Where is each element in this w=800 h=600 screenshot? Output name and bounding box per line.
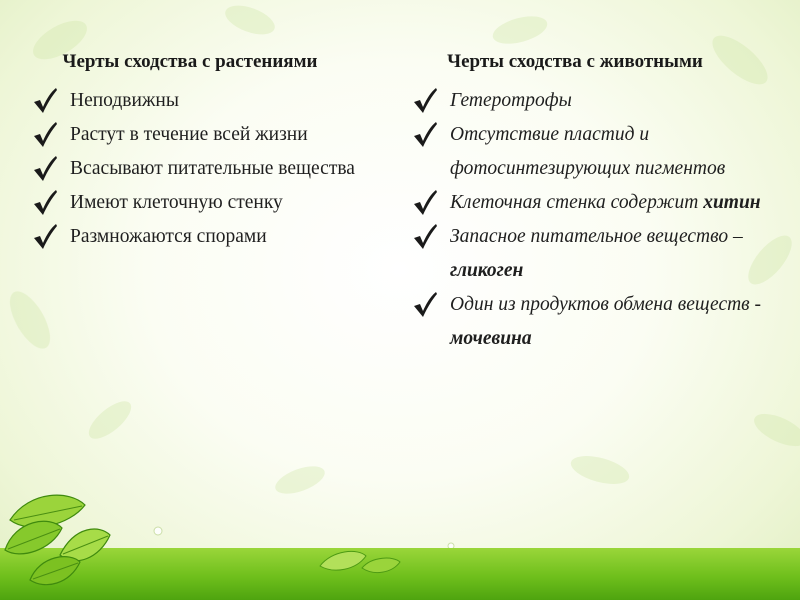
list-item-text: Размножаются спорами: [70, 226, 267, 247]
checkmark-icon: [412, 188, 438, 216]
list-item-text: Неподвижны: [70, 90, 179, 111]
list-item: [30, 186, 390, 220]
checkmark-icon: [32, 86, 58, 114]
list-item: [410, 288, 780, 356]
list-item-text: Один из продуктов обмена веществ -: [450, 294, 762, 315]
animals-column: [410, 48, 780, 356]
checkmark-icon: [412, 86, 438, 114]
list-item-text: Отсутствие пластид и фотосинтезирующих пигментов: [450, 124, 726, 179]
small-leaf-icon: [318, 546, 404, 576]
leaf-icon: [0, 480, 140, 600]
animals-heading: Черты сходства с животными: [447, 51, 703, 72]
term-urea: мочевина: [450, 328, 532, 349]
list-item: [30, 152, 390, 186]
list-item-text: Гетеротрофы: [450, 90, 572, 111]
list-item: [30, 118, 390, 152]
plants-list: [30, 84, 390, 254]
list-item-text: Клеточная стенка содержит: [450, 192, 699, 213]
list-item-text: Всасывают питательные вещества: [70, 158, 355, 179]
plants-heading: Черты сходства с растениями: [62, 51, 318, 72]
checkmark-icon: [412, 222, 438, 250]
list-item: [410, 118, 780, 186]
list-item: [30, 220, 390, 254]
checkmark-icon: [32, 154, 58, 182]
checkmark-icon: [412, 120, 438, 148]
term-glycogen: гликоген: [450, 260, 524, 281]
checkmark-icon: [32, 120, 58, 148]
list-item-text: Имеют клеточную стенку: [70, 192, 283, 213]
list-item-text: Растут в течение всей жизни: [70, 124, 308, 145]
list-item: [30, 84, 390, 118]
checkmark-icon: [32, 222, 58, 250]
plants-column: [30, 48, 390, 254]
checkmark-icon: [32, 188, 58, 216]
list-item-text: Запасное питательное вещество –: [450, 226, 743, 247]
list-item: [410, 220, 780, 288]
list-item: [410, 186, 780, 220]
list-item: [410, 84, 780, 118]
checkmark-icon: [412, 290, 438, 318]
animals-list: [410, 84, 780, 356]
term-chitin: хитин: [703, 192, 761, 213]
